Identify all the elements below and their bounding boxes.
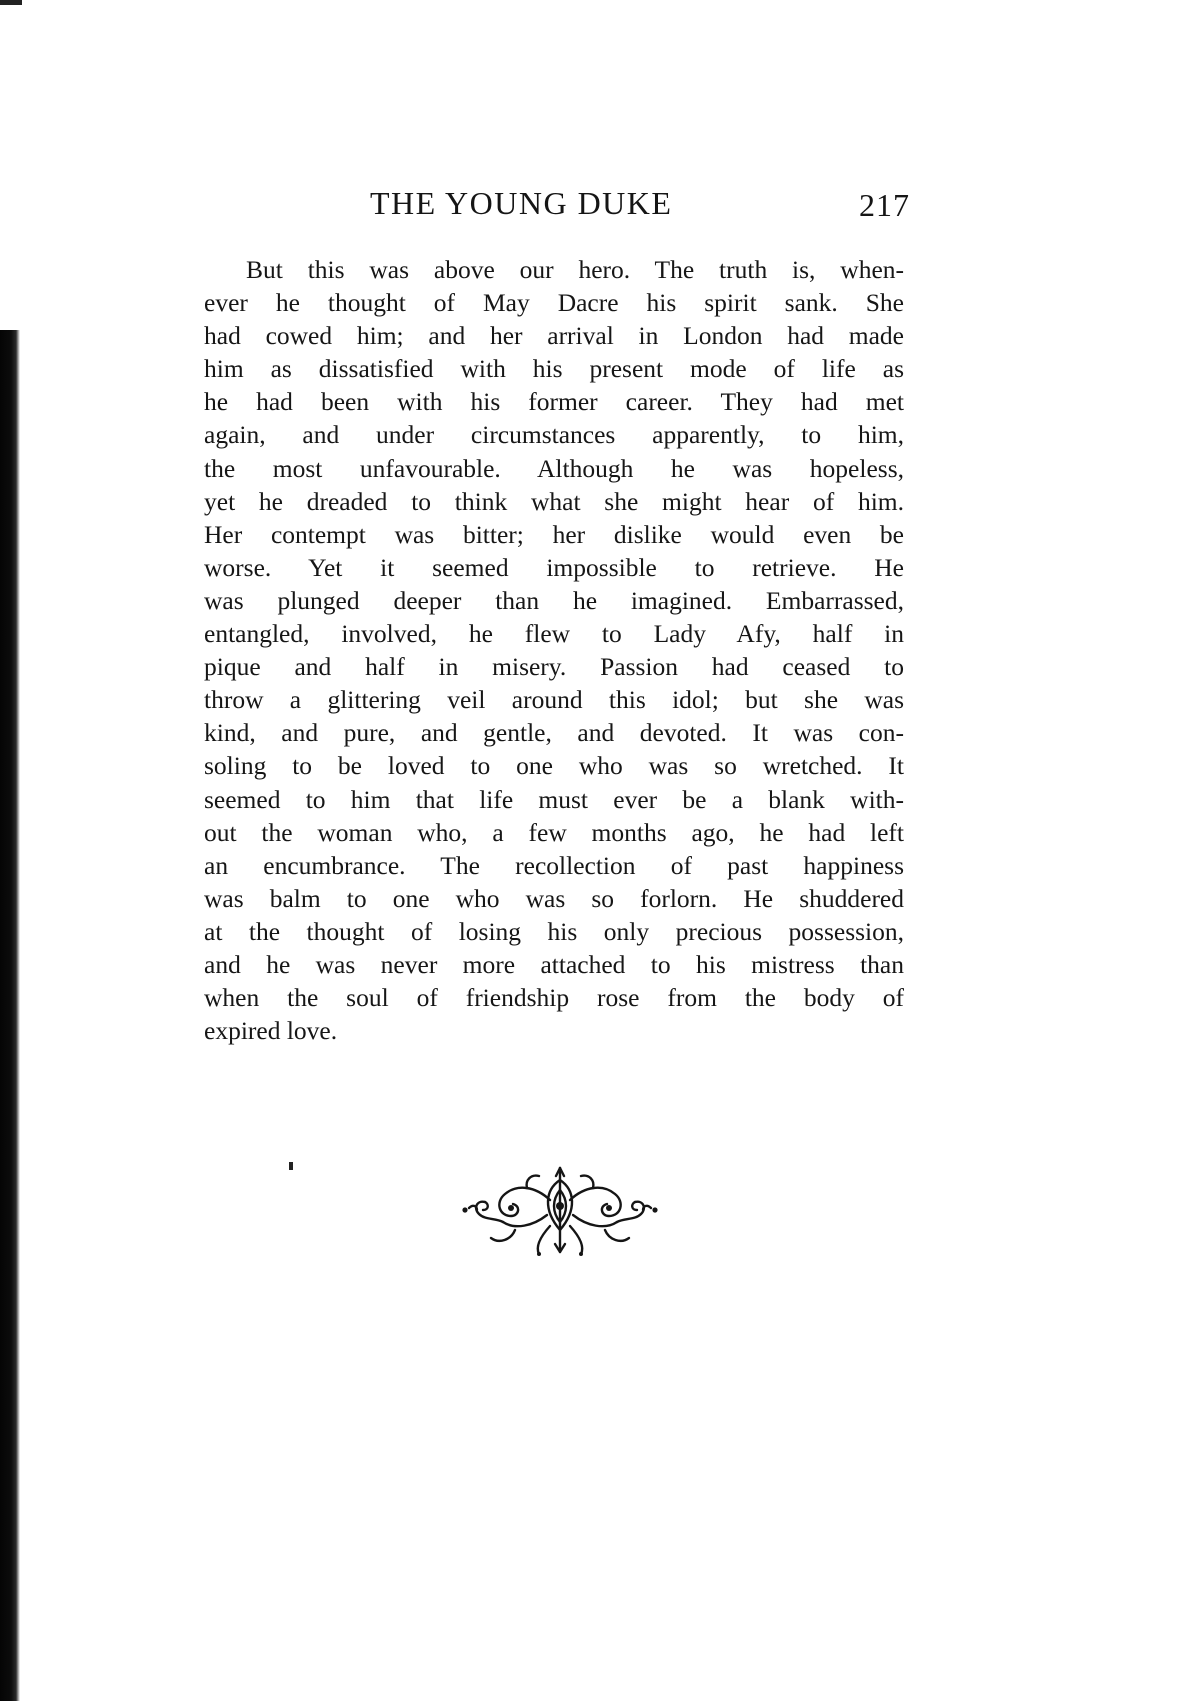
text-line: But this was above our hero. The truth is, when- — [246, 255, 904, 284]
text-line: out the woman who, a few months ago, he had left — [204, 817, 904, 847]
running-title: THE YOUNG DUKE — [370, 185, 673, 221]
running-head — [370, 185, 910, 225]
text-line: the most unfavourable. Although he was hopeless, — [204, 453, 904, 483]
page-number: 217 — [859, 187, 910, 223]
body-paragraph — [204, 253, 904, 1047]
edge-mark — [0, 0, 22, 5]
ink-speck — [289, 1162, 293, 1170]
text-line: soling to be loved to one who was so wretched. It — [204, 751, 904, 781]
text-line: entangled, involved, he flew to Lady Afy, half in — [204, 619, 904, 649]
text-line: yet he dreaded to think what she might hear of him. — [204, 486, 904, 516]
text-line: an encumbrance. The recollection of past happiness — [204, 850, 904, 880]
binding-shadow — [0, 330, 20, 1701]
text-line: and he was never more attached to his mistress than — [204, 949, 904, 979]
text-line: ever he thought of May Dacre his spirit sank. She — [204, 288, 904, 318]
text-line: expired love. — [204, 1016, 338, 1046]
tailpiece-ornament-icon — [455, 1160, 665, 1260]
text-line: throw a glittering veil around this idol; but she was — [204, 685, 904, 715]
text-line: seemed to him that life must ever be a blank with- — [204, 784, 904, 814]
text-line: pique and half in misery. Passion had ceased to — [204, 652, 904, 682]
text-line: when the soul of friendship rose from the body of — [204, 983, 904, 1013]
text-line: him as dissatisfied with his present mode of life as — [204, 354, 904, 384]
text-line: again, and under circumstances apparently, to him, — [204, 420, 904, 450]
text-line: worse. Yet it seemed impossible to retrieve. He — [204, 552, 904, 582]
text-line: had cowed him; and her arrival in London had made — [204, 321, 904, 351]
text-line: he had been with his former career. They had met — [204, 387, 904, 417]
text-line: was plunged deeper than he imagined. Embarrassed, — [204, 585, 904, 615]
text-line: at the thought of losing his only precious possession, — [204, 916, 904, 946]
text-line: Her contempt was bitter; her dislike would even be — [204, 519, 904, 549]
text-line: was balm to one who was so forlorn. He shuddered — [204, 883, 904, 913]
text-line: kind, and pure, and gentle, and devoted. It was con- — [204, 718, 904, 748]
